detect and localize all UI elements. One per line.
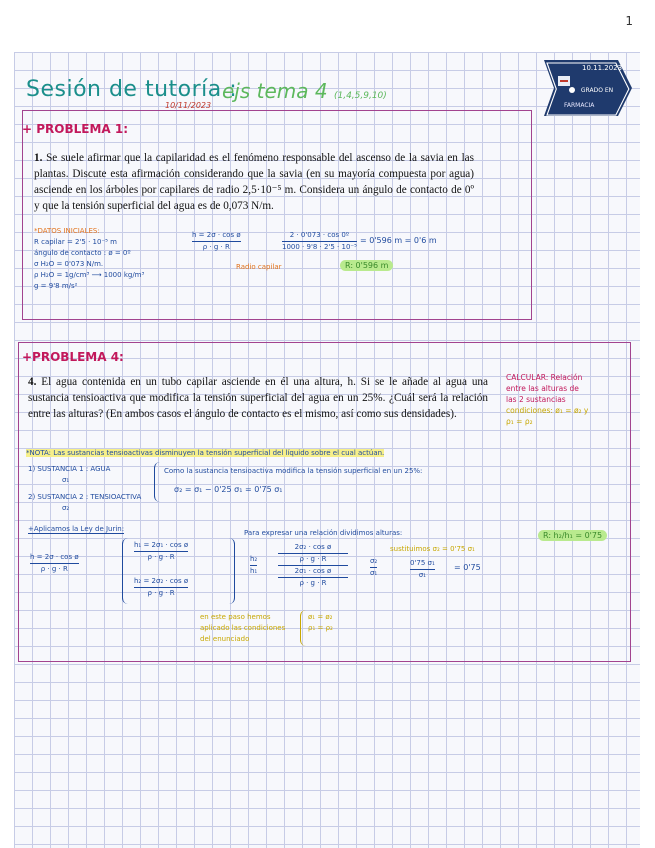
page-number: 1 [625,14,633,28]
h2-denominator: ρ · g · R [147,589,175,597]
sigma-ratio-den: σ₁ [370,569,378,577]
sustancia2 [28,492,141,514]
final-fraction [410,558,435,581]
problem1-calc-result: = 0'596 m = 0'6 m [360,236,437,245]
sustituimos-note: sustituimos σ₂ = 0'75 σ₁ [390,545,475,553]
calc-denominator: 1000 · 9'8 · 2'5 · 10⁻⁵ [282,243,357,251]
radio-note: Radio capilar [236,263,282,271]
h1-denominator: ρ · g · R [147,553,175,561]
ratio-den: 2σ₁ · cos ø [294,567,332,575]
badge-date: 10.11.2023 [582,64,623,72]
sigma-ratio [370,556,377,579]
data-line: ángulo de contacto : ø = 0º [34,249,131,257]
problem4-answer: R: h₂/h₁ = 0'75 [538,530,607,541]
problem1-statement [34,150,474,214]
h1-numerator: h₁ = 2σ₁ · cos ø [134,540,188,552]
h1-formula [134,540,188,563]
formula-numerator: h = 2σ · cos ø [192,230,241,242]
sustancia1 [28,464,110,486]
problem1-formula [192,230,241,253]
paso-line: en este paso hemos [200,613,271,621]
calc-note-line: CALCULAR: Relación [506,373,583,382]
nota-text: *NOTA: Las sustancias tensioactivas disminuyen la tensión superficial del líquido sobre el cual actúan. [26,449,385,457]
formula-denominator: ρ · g · R [202,243,230,251]
data-line: g = 9'8 m/s² [34,282,78,290]
bracket [228,538,235,604]
sigma-ratio-num: σ₂ [370,556,377,568]
bracket [122,538,129,604]
ratio-num: 2σ₂ · cos ø [294,543,332,551]
para-line: Para expresar una relación dividimos alturas: [244,529,403,537]
paso-note [200,612,285,645]
jurin-numerator: h = 2σ · cos ø [30,552,79,564]
problem1-answer: R: 0'596 m [340,260,393,271]
data-line: R capilar = 2'5 · 10⁻⁵ m [34,238,118,246]
ratio-left-den: h₁ [250,567,258,575]
problem4-statement [28,374,488,422]
data-line: σ H₂O = 0'073 N/m. [34,260,104,268]
ratio-left [250,554,257,577]
final-result: = 0'75 [454,563,481,572]
bracket [300,610,307,646]
jurin-formula [30,552,79,575]
calc-note-line: condiciones: ø₁ = ø₂ y [506,406,589,415]
problem1-calc [282,230,357,253]
notebook-sheet [14,52,640,848]
ratio-num-den: ρ · g · R [278,553,348,566]
como-line: Como la sustancia tensioactiva modifica la tensión superficial en un 25%: [164,467,423,475]
problem1-data [34,226,144,292]
ratio-den-den: ρ · g · R [278,577,348,589]
calc-note-line: las 2 sustancias [506,395,566,404]
final-num: 0'75 σ₁ [410,558,435,570]
calc-note [506,372,624,427]
h2-numerator: h₂ = 2σ₂ · cos ø [134,576,188,588]
problem1-number: 1. [34,152,43,164]
condition-angle: ø₁ = ø₂ [308,613,333,621]
data-line: ρ H₂O = 1g/cm³ ⟶ 1000 kg/m³ [34,271,145,279]
problem4-text: El agua contenida en un tubo capilar asciende en él una altura, h. Si se le añade al agua una sustancia tensioactiva que modifica la tensión superficial del agua en un 25%. ¿Cuál será la relación entre las alturas? (En ambos casos el ángulo de contacto es el mismo, así como sus densidades). [28,376,488,420]
jurin-text: +Aplicamos la Ley de Jurin: [28,525,125,533]
condition-density: ρ₁ = ρ₂ [308,624,333,632]
subtitle-text: ejs tema 4 [222,79,328,103]
sustancia1-label: 1) SUSTANCIA 1 : AGUA [28,465,111,473]
data-title: *DATOS INICIALES: [34,227,100,235]
final-den: σ₁ [418,571,426,579]
conditions [308,612,333,634]
problem1-text: Se suele afirmar que la capilaridad es el fenómeno responsable del ascenso de la savia en las plantas. Discute esta afirmación considerando que la savia (en su mayoría compuesta por agua) asciende en los árboles por capilares de radio 2,5·10⁻⁵ m. Considera un ángulo de contacto de 0º y que la tensión superficial del agua es de 0,073 N/m. [34,152,474,212]
paso-line: del enunciado [200,635,250,643]
calc-note-line: ρ₁ = ρ₂ [506,417,533,426]
nota-line [26,448,586,459]
page-title: Sesión de tutoría : [26,77,238,102]
bracket [154,462,161,502]
jurin-line [28,524,124,535]
h2-formula [134,576,188,599]
badge-degree [572,87,622,95]
paso-line: aplicado las condiciones [200,624,286,632]
sustancia2-label: 2) SUSTANCIA 2 : TENSIOACTIVA [28,493,142,501]
badge-line2: FARMACIA [564,102,595,109]
calc-numerator: 2 · 0'073 · cos 0º [282,230,357,242]
sustancia2-sigma: σ₂ [62,504,70,512]
subtitle-exercises: (1,4,5,9,10) [333,91,387,101]
calc-note-line: entre las alturas de [506,384,579,393]
session-date: 10/11/2023 [165,101,212,110]
ratio-left-num: h₂ [250,554,257,566]
problem4-number: 4. [28,376,37,388]
sustancia1-sigma: σ₁ [62,476,70,484]
jurin-denominator: ρ · g · R [40,565,68,573]
problem4-heading: +PROBLEMA 4: [22,350,124,364]
page-subtitle [222,79,387,103]
sigma-relation: σ₂ = σ₁ − 0'25 σ₁ = 0'75 σ₁ [174,485,283,494]
problem1-heading: + PROBLEMA 1: [22,122,129,136]
badge-line1: GRADO EN [580,87,614,94]
ratio-fraction [278,542,348,589]
